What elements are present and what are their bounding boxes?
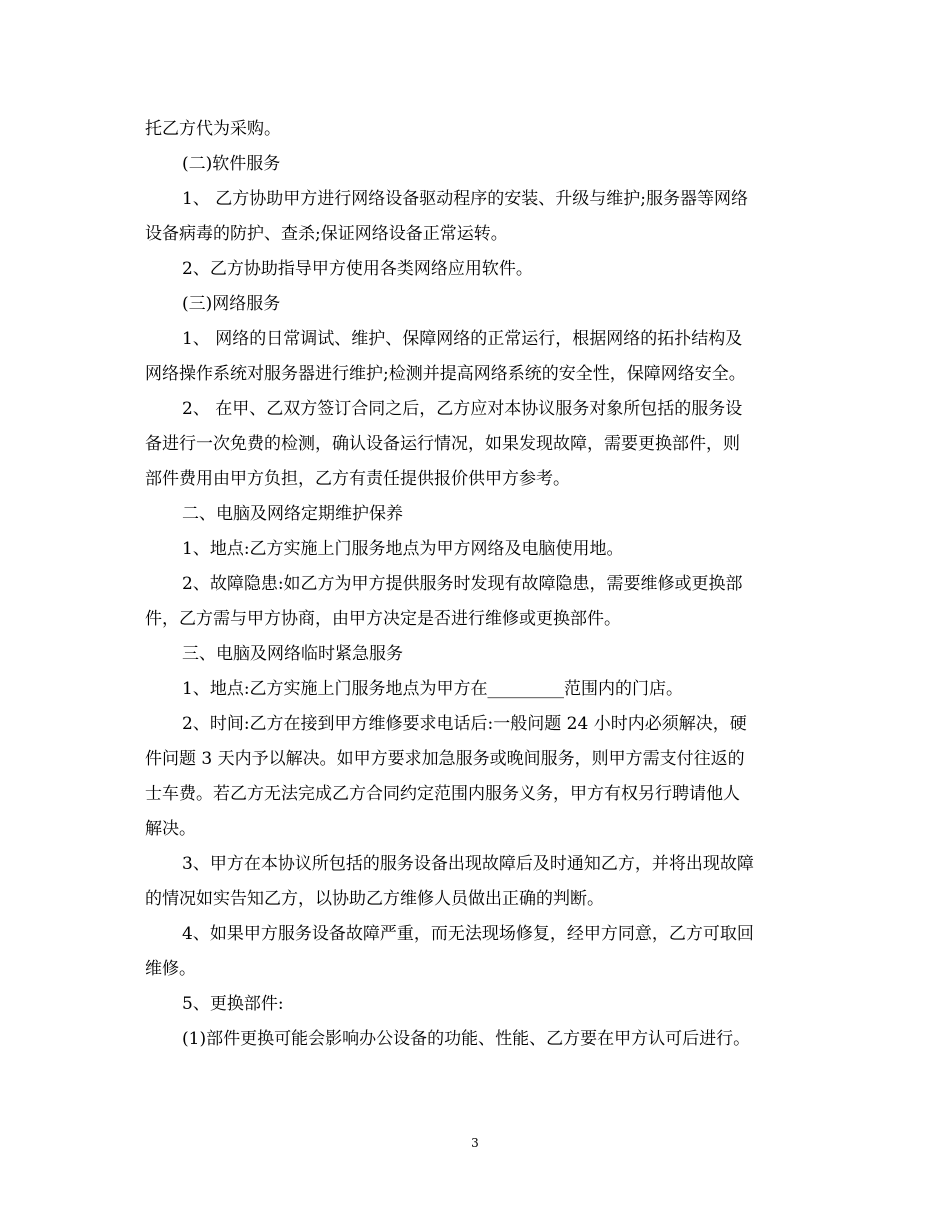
- paragraph-line: 网络操作系统对服务器进行维护;检测并提高网络系统的安全性，保障网络安全。: [145, 364, 746, 384]
- paragraph-line: 2、 在甲、乙双方签订合同之后，乙方应对本协议服务对象所包括的服务设: [182, 399, 743, 419]
- paragraph-line: 1、 网络的日常调试、维护、保障网络的正常运行，根据网络的拓扑结构及: [182, 329, 743, 349]
- paragraph-line: 解决。: [145, 819, 196, 839]
- paragraph-line: 托乙方代为采购。: [145, 119, 281, 139]
- paragraph-line: 1、 乙方协助甲方进行网络设备驱动程序的安装、升级与维护;服务器等网络: [182, 189, 748, 209]
- paragraph-line: 备进行一次免费的检测，确认设备运行情况，如果发现故障，需要更换部件，则: [145, 434, 740, 454]
- paragraph-line: 的情况如实告知乙方，以协助乙方维修人员做出正确的判断。: [145, 889, 604, 909]
- paragraph-line: 1、地点:乙方实施上门服务地点为甲方网络及电脑使用地。: [182, 539, 624, 559]
- page-number: 3: [471, 1136, 479, 1150]
- paragraph-line: 2、乙方协助指导甲方使用各类网络应用软件。: [182, 259, 533, 279]
- paragraph-line: (1)部件更换可能会影响办公设备的功能、性能、乙方要在甲方认可后进行。: [182, 1029, 751, 1049]
- paragraph-line: 4、如果甲方服务设备故障严重，而无法现场修复，经甲方同意，乙方可取回: [182, 924, 754, 944]
- section-heading-maintenance: 二、电脑及网络定期维护保养: [182, 504, 403, 524]
- paragraph-line: 件问题 3 天内予以解决。如甲方要求加急服务或晚间服务，则甲方需支付往返的: [145, 749, 745, 769]
- paragraph-line: 5、更换部件:: [182, 994, 284, 1014]
- paragraph-line: 3、甲方在本协议所包括的服务设备出现故障后及时通知乙方，并将出现故障: [182, 854, 754, 874]
- paragraph-line: 部件费用由甲方负担，乙方有责任提供报价供甲方参考。: [145, 469, 570, 489]
- section-heading-network: (三)网络服务: [182, 294, 281, 314]
- paragraph-line: 维修。: [145, 959, 196, 979]
- section-heading-emergency: 三、电脑及网络临时紧急服务: [182, 644, 403, 664]
- paragraph-line: 1、地点:乙方实施上门服务地点为甲方在_________范围内的门店。: [182, 679, 684, 699]
- section-heading-software: (二)软件服务: [182, 154, 281, 174]
- document-body: [145, 112, 813, 1057]
- paragraph-line: 件，乙方需与甲方协商，由甲方决定是否进行维修或更换部件。: [145, 609, 621, 629]
- paragraph-line: 2、时间:乙方在接到甲方维修要求电话后:一般问题 24 小时内必须解决，硬: [182, 714, 747, 734]
- paragraph-line: 士车费。若乙方无法完成乙方合同约定范围内服务义务，甲方有权另行聘请他人: [145, 784, 740, 804]
- paragraph-line: 设备病毒的防护、查杀;保证网络设备正常运转。: [145, 224, 508, 244]
- paragraph-line: 2、故障隐患:如乙方为甲方提供服务时发现有故障隐患，需要维修或更换部: [182, 574, 743, 594]
